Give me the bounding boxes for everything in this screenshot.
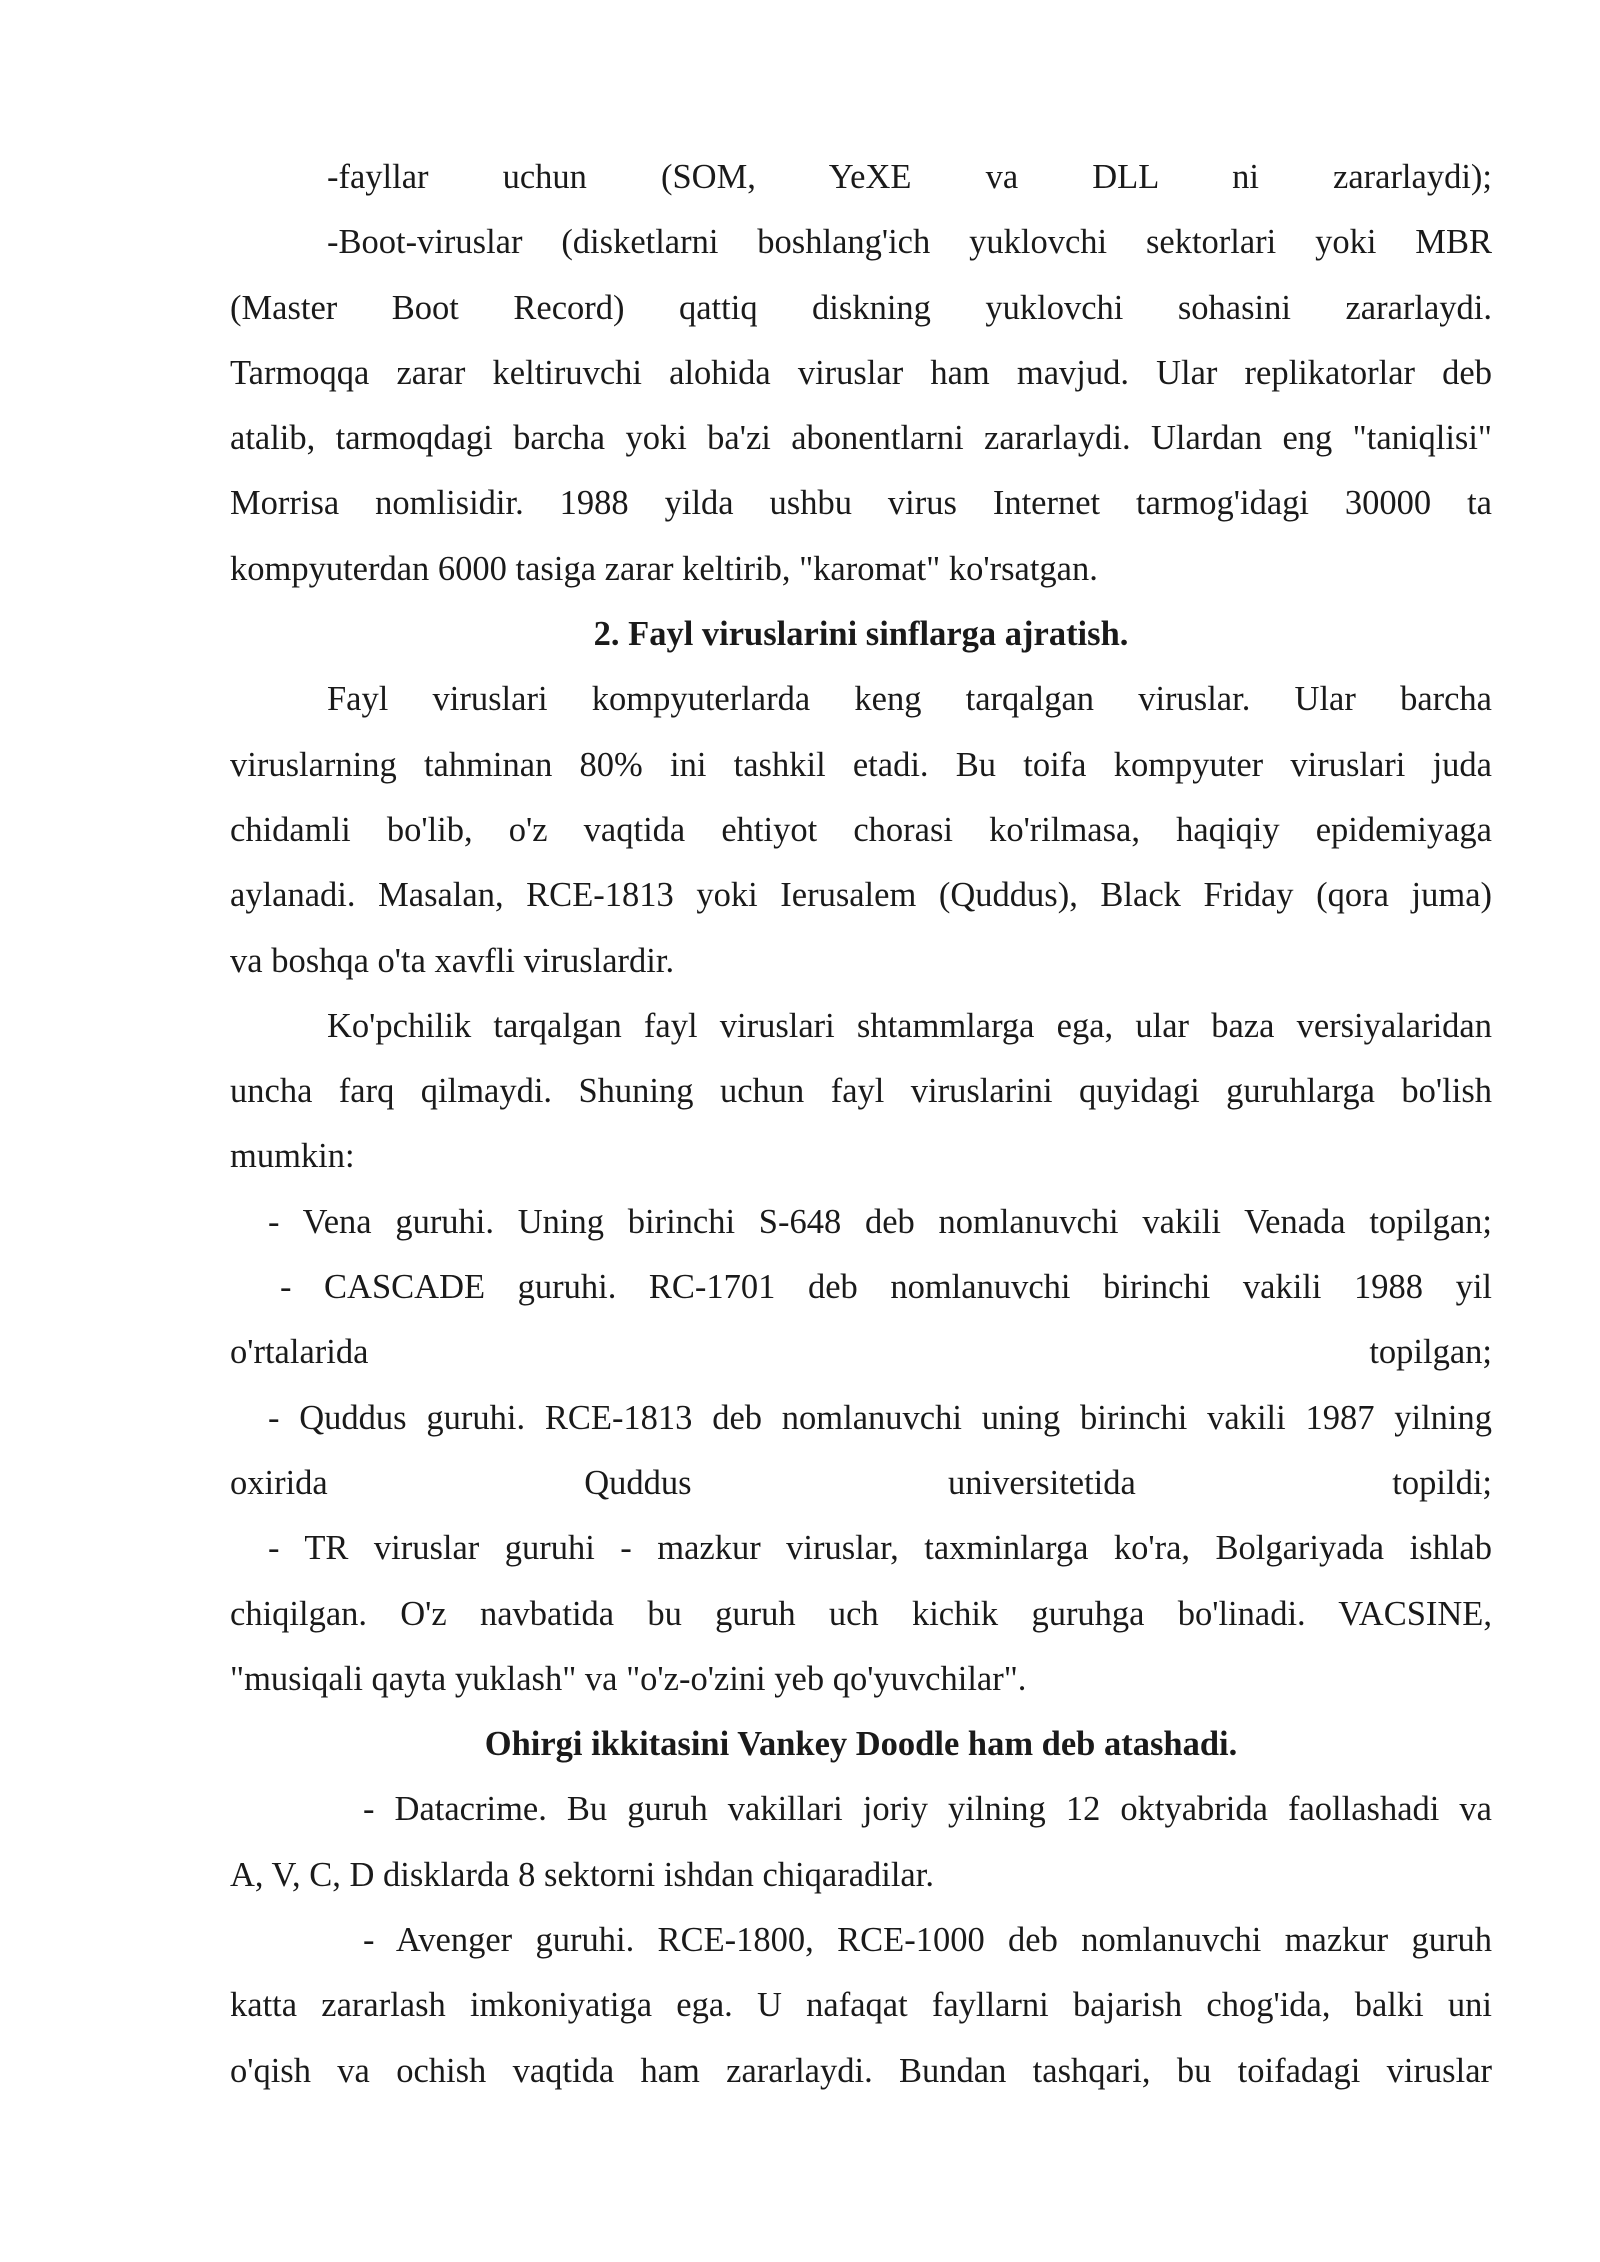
text-line: o'rtalarida topilgan; bbox=[230, 1333, 1492, 1372]
text-line: - Datacrime. Bu guruh vakillari joriy yilning 12 oktyabrida faollashadi va bbox=[363, 1790, 1492, 1829]
text-line: mumkin: bbox=[230, 1137, 355, 1176]
text-line: -fayllar uchun (SOM, YeXE va DLL ni zararlaydi); bbox=[327, 158, 1492, 196]
text-line: -Boot-viruslar (disketlarni boshlang'ich yuklovchi sektorlari yoki MBR bbox=[327, 223, 1492, 262]
section-heading: Ohirgi ikkitasini Vankey Doodle ham deb atashadi. bbox=[484, 1725, 1238, 1764]
text-line: uncha farq qilmaydi. Shuning uchun fayl viruslarini quyidagi guruhlarga bo'lish bbox=[230, 1072, 1492, 1111]
text-line: chidamli bo'lib, o'z vaqtida ehtiyot chorasi ko'rilmasa, haqiqiy epidemiyaga bbox=[230, 810, 1492, 849]
text-line: - Avenger guruhi. RCE-1800, RCE-1000 deb nomlanuvchi mazkur guruh bbox=[363, 1921, 1492, 1960]
text-line: Morrisa nomlisidir. 1988 yilda ushbu virus Internet tarmog'idagi 30000 ta bbox=[230, 484, 1492, 523]
text-line: Ko'pchilik tarqalgan fayl viruslari shtammlarga ega, ular baza versiyalaridan bbox=[327, 1006, 1492, 1045]
text-line: oxirida Quddus universitetida topildi; bbox=[230, 1463, 1492, 1502]
text-line: kompyuterdan 6000 tasiga zarar keltirib, "karomat" ko'rsatgan. bbox=[230, 549, 1098, 588]
section-heading: 2. Fayl viruslarini sinflarga ajratish. bbox=[593, 615, 1129, 654]
text-line: va boshqa o'ta xavfli viruslardir. bbox=[230, 941, 675, 980]
text-line: o'qish va ochish vaqtida ham zararlaydi. Bundan tashqari, bu toifadagi viruslar bbox=[230, 2051, 1492, 2090]
text-line: chiqilgan. O'z navbatida bu guruh uch kichik guruhga bo'linadi. VACSINE, bbox=[230, 1594, 1492, 1633]
text-line: - TR viruslar guruhi - mazkur viruslar, taxminlarga ko'ra, Bolgariyada ishlab bbox=[268, 1529, 1492, 1568]
text-line: - CASCADE guruhi. RC-1701 deb nomlanuvchi birinchi vakili 1988 yil bbox=[280, 1268, 1492, 1307]
text-line: viruslarning tahminan 80% ini tashkil etadi. Bu toifa kompyuter viruslari juda bbox=[230, 745, 1492, 784]
text-line: katta zararlash imkoniyatiga ega. U nafaqat fayllarni bajarish chog'ida, balki uni bbox=[230, 1986, 1492, 2025]
text-line: (Master Boot Record) qattiq diskning yuklovchi sohasini zararlaydi. bbox=[230, 288, 1492, 327]
text-line: - Quddus guruhi. RCE-1813 deb nomlanuvchi uning birinchi vakili 1987 yilning bbox=[268, 1398, 1492, 1437]
text-line: atalib, tarmoqdagi barcha yoki ba'zi abonentlarni zararlaydi. Ulardan eng "taniqlisi" bbox=[230, 419, 1492, 458]
text-line: aylanadi. Masalan, RCE-1813 yoki Ierusalem (Quddus), Black Friday (qora juma) bbox=[230, 876, 1492, 915]
text-line: - Vena guruhi. Uning birinchi S-648 deb nomlanuvchi vakili Venada topilgan; bbox=[268, 1202, 1492, 1241]
text-line: A, V, C, D disklarda 8 sektorni ishdan chiqaradilar. bbox=[230, 1855, 934, 1894]
document-page bbox=[230, 145, 1492, 2104]
text-line: Tarmoqqa zarar keltiruvchi alohida viruslar ham mavjud. Ular replikatorlar deb bbox=[230, 353, 1492, 392]
text-line: Fayl viruslari kompyuterlarda keng tarqalgan viruslar. Ular barcha bbox=[327, 680, 1492, 719]
text-line: "musiqali qayta yuklash" va "o'z-o'zini yeb qo'yuvchilar". bbox=[230, 1659, 1027, 1698]
